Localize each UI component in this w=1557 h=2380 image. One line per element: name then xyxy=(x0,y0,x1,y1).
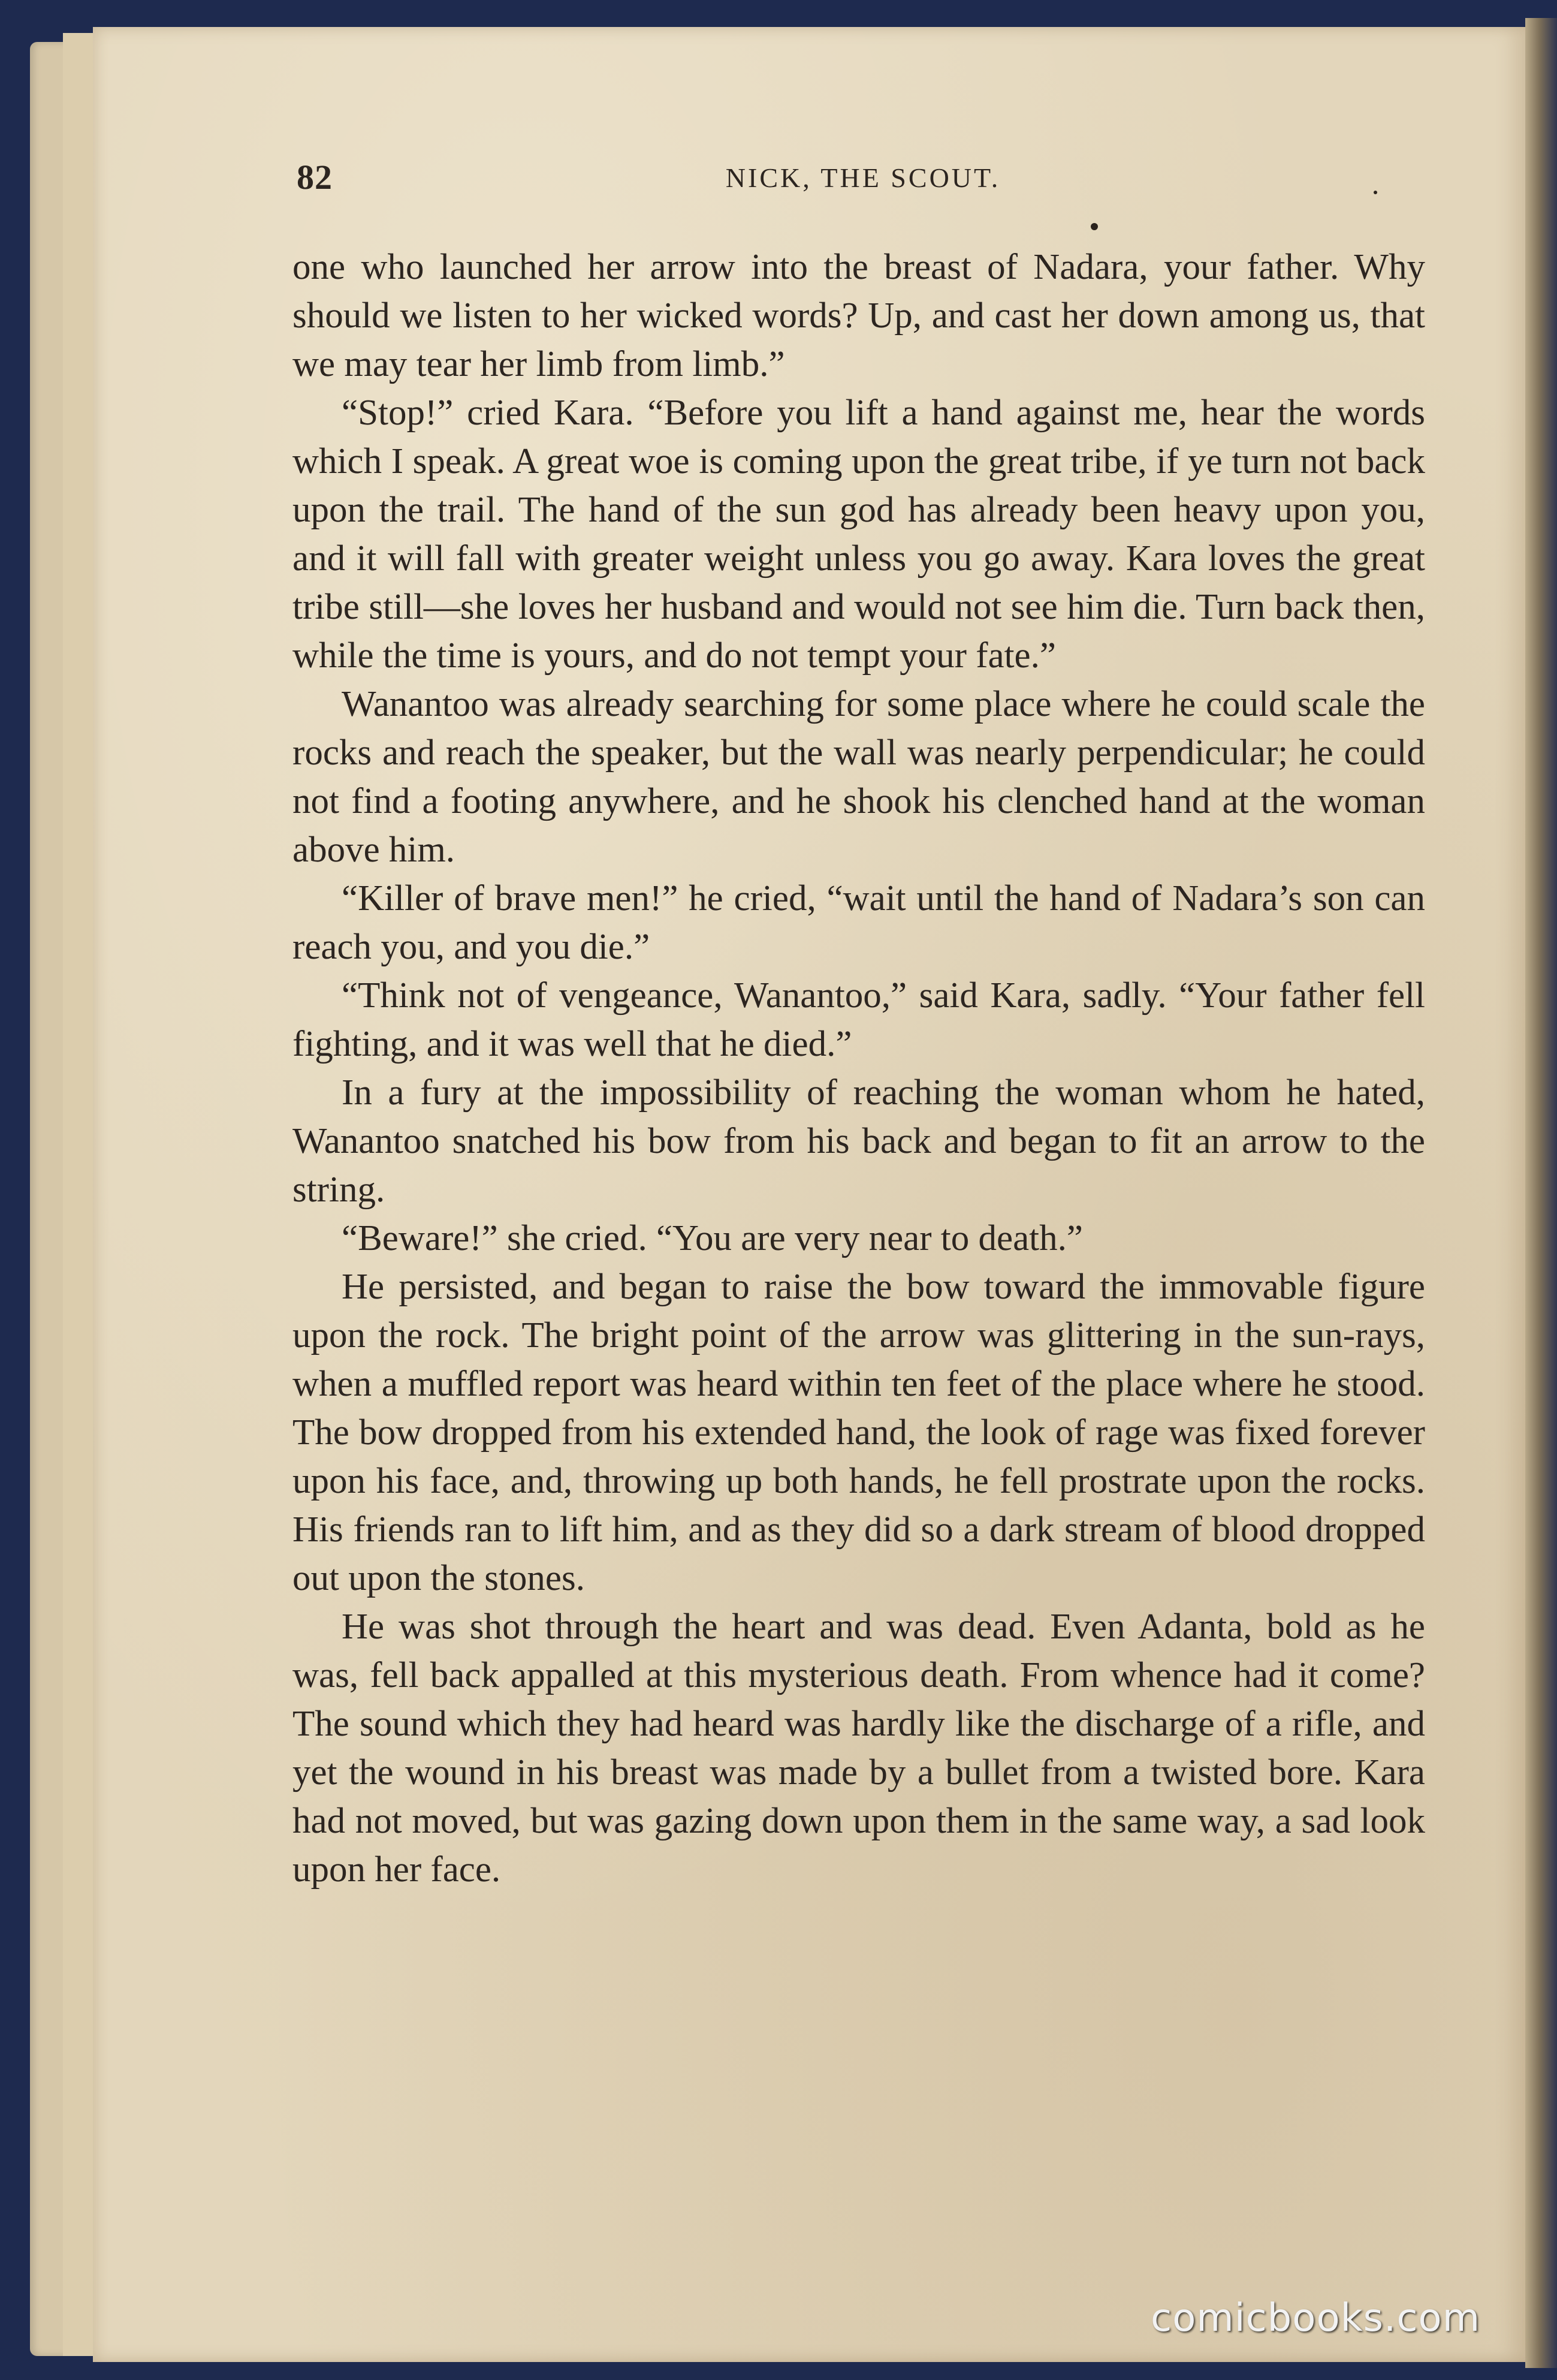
paragraph: one who launched her arrow into the breast of Nadara, your father. Why should we listen to her wicked words? Up, and cast her down among us, that we may tear her limb from limb.” xyxy=(292,247,1425,384)
book-spine xyxy=(1525,18,1557,2368)
paragraph: Wanantoo was already searching for some place where he could scale the rocks and reach the speaker, but the wall was nearly perpendicular; he could not find a footing anywhere, and he shook his clenched hand at the woman above him. xyxy=(292,684,1425,870)
paragraph: “Killer of brave men!” he cried, “wait until the hand of Nadara’s son can reach you, and you die.” xyxy=(292,878,1425,967)
paragraph: He persisted, and began to raise the bow toward the immovable figure upon the rock. The bright point of the arrow was glittering in the sun-rays, when a muffled report was heard within ten feet of the place where he stood. The bow dropped from his extended hand, the look of rage was fixed forever upon his face, and, throwing up both hands, he fell prostrate upon the rocks. His friends ran to lift him, and as they did so a dark stream of blood dropped out upon the stones. xyxy=(292,1267,1425,1598)
body-text xyxy=(292,243,1425,2185)
paragraph: “Think not of vengeance, Wanantoo,” said Kara, sadly. “Your father fell fighting, and it was well that he died.” xyxy=(292,975,1425,1064)
paragraph: “Beware!” she cried. “You are very near to death.” xyxy=(342,1218,1083,1258)
page-number: 82 xyxy=(297,158,333,197)
watermark: comicbooks.com xyxy=(1151,2296,1481,2340)
paragraph: “Stop!” cried Kara. “Before you lift a hand against me, hear the words which I speak. A great woe is coming upon the great tribe, if ye turn not back upon the trail. The hand of the sun god has already been heavy upon you, and it will fall with greater weight unless you go away. Kara loves the great tribe still—she loves her husband and would not see him die. Turn back then, while the time is yours, and do not tempt your fate.” xyxy=(292,393,1425,676)
running-title: NICK, THE SCOUT. xyxy=(725,162,1001,193)
paragraph: In a fury at the impossibility of reaching the woman whom he hated, Wanantoo snatched his bow from his back and began to fit an arrow to the string. xyxy=(292,1072,1425,1210)
paragraph: He was shot through the heart and was dead. Even Adanta, bold as he was, fell back appalled at this mysterious death. From whence had it come? The sound which they had heard was hardly like the discharge of a rifle, and yet the wound in his breast was made by a bullet from a twisted bore. Kara had not moved, but was gazing down upon them in the same way, a sad look upon her face. xyxy=(292,1607,1425,1890)
page-header xyxy=(297,157,1429,205)
ink-speck xyxy=(1091,223,1098,230)
